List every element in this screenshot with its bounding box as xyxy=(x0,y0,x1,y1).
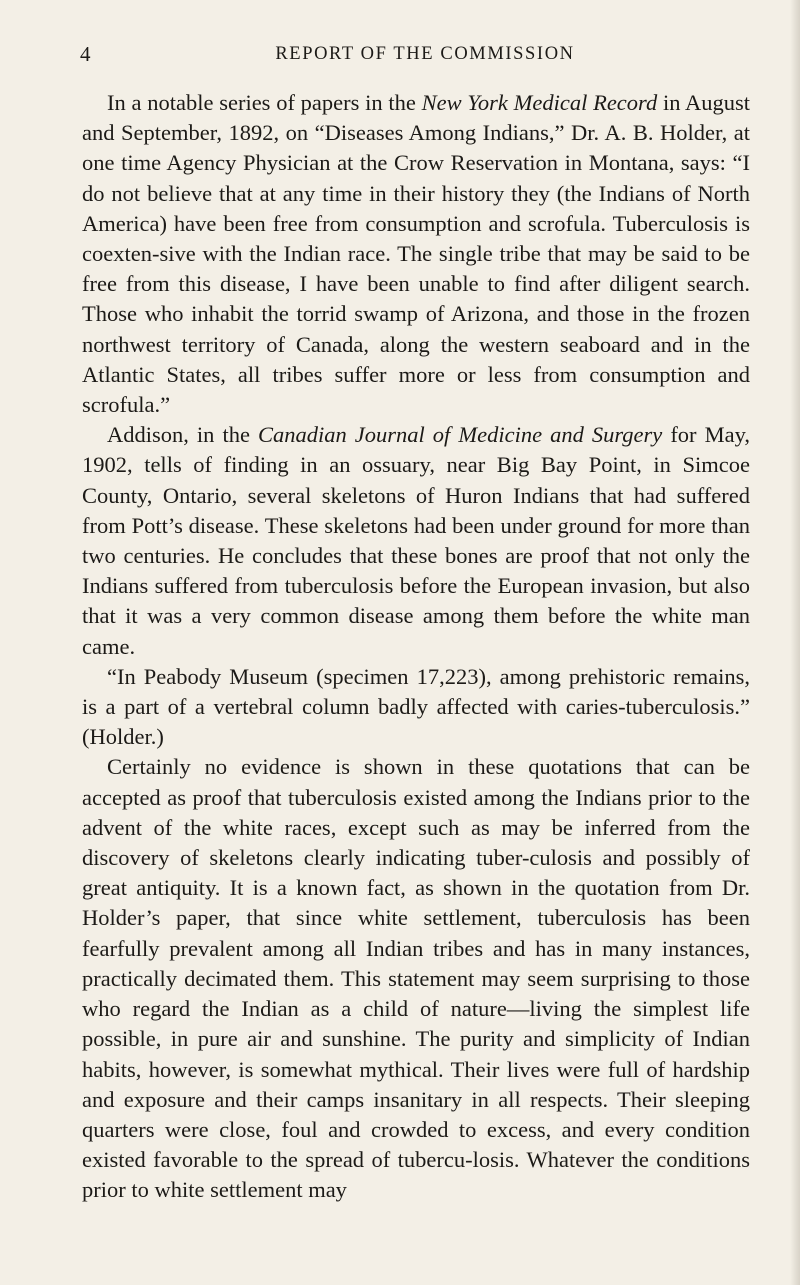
page-header xyxy=(80,42,750,72)
paragraph-3 xyxy=(82,662,750,753)
journal-title-new-york-medical-record: New York Medical Record xyxy=(421,90,658,115)
page-edge-shadow xyxy=(790,0,800,1285)
page-number: 4 xyxy=(80,42,91,66)
paragraph-2-text-start: Addison, in the xyxy=(107,422,258,448)
journal-title-canadian-journal: Canadian Journal of Medicine and Surgery xyxy=(257,422,663,448)
paragraph-1 xyxy=(82,88,750,420)
paragraph-3-text: “In Peabody Museum (specimen 17,223), among prehistoric remains, is a part of a vertebral column badly affected with caries-tuberculosis.” (Holder.) xyxy=(82,663,750,750)
paragraph-1-text-end: in August and September, 1892, on “Diseases Among Indians,” Dr. A. B. Holder, at one time Agency Physician at the Crow Reservation in Montana, says: “I do not believe that at any time in their history they (the Indians of North America) have been free from consumption and scrofula. Tuberculosis is coexten-sive with the Indian race. The single tribe that may be said to be free from this disease, I have been unable to find after diligent search. Those who inhabit the torrid swamp of Arizona, and those in the frozen northwest territory of Canada, along the western seaboard and in the Atlantic States, all tribes suffer more or less from consumption and scrofula.” xyxy=(82,90,750,418)
paragraph-4-text: Certainly no evidence is shown in these quotations that can be accepted as proof that tuberculosis existed among the Indians prior to the advent of the white races, except such as may be inferred from the discovery of skeletons clearly indicating tuber-culosis and possibly of great antiquity. It is a known fact, as shown in the quotation from Dr. Holder’s paper, that since white settlement, tuberculosis has been fearfully prevalent among all Indian tribes and has in many instances, practically decimated them. This statement may seem surprising to those who regard the Indian as a child of nature—living the simplest life possible, in pure air and sunshine. The purity and simplicity of Indian habits, however, is somewhat mythical. Their lives were full of hardship and exposure and their camps insanitary in all respects. Their sleeping quarters were close, foul and crowded to excess, and every condition existed favorable to the spread of tubercu-losis. Whatever the conditions prior to white settlement may xyxy=(82,754,750,1203)
paragraph-1-text-start: In a notable series of papers in the xyxy=(107,90,422,115)
paragraph-2-text-end: for May, 1902, tells of finding in an ossuary, near Big Bay Point, in Simcoe County, Ontario, several skeletons of Huron Indians that had suffered from Pott’s disease. These skeletons had been under ground for more than two centuries. He concludes that these bones are proof that not only the Indians suffered from tuberculosis before the European invasion, but also that it was a very common disease among them before the white man came. xyxy=(82,422,750,659)
paragraph-2 xyxy=(82,420,750,662)
paragraph-4 xyxy=(82,752,750,1205)
body-text xyxy=(82,88,750,1206)
running-head: REPORT OF THE COMMISSION xyxy=(275,44,575,64)
